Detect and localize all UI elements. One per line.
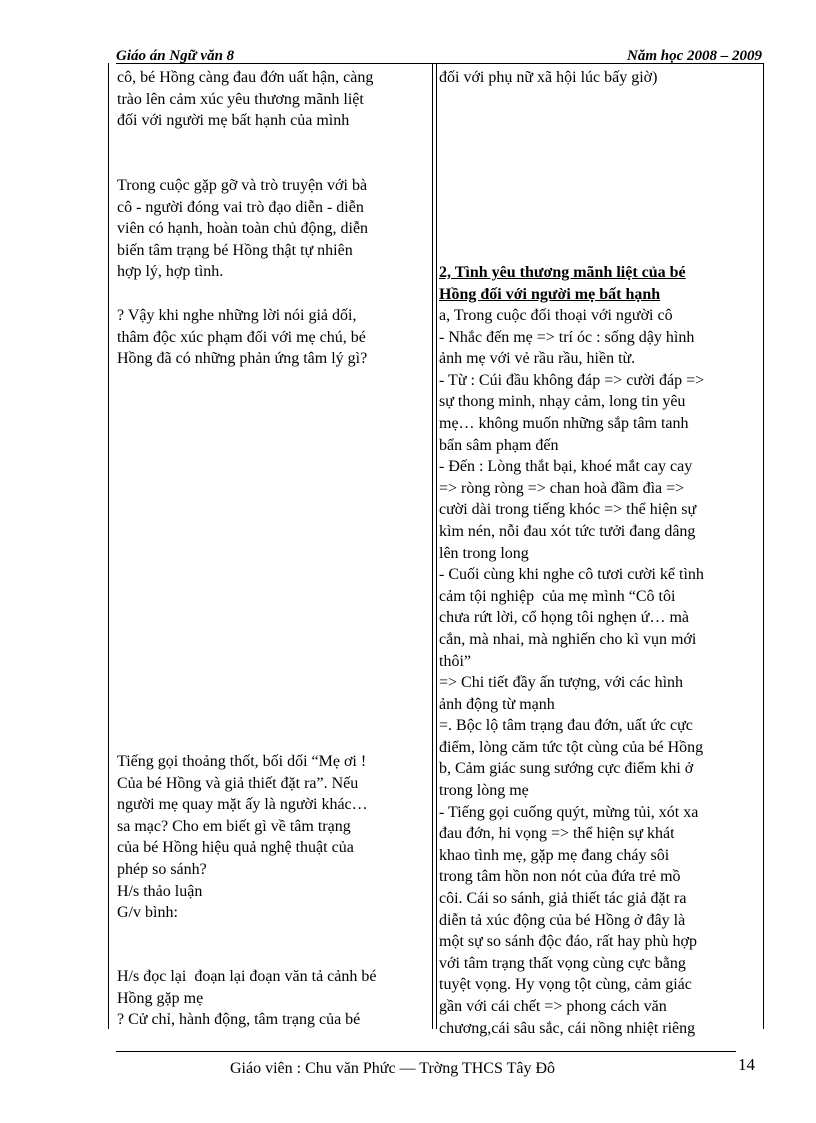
section-heading: 2, Tình yêu thương mãnh liệt của bé Hồng đối với người mẹ bất hạnh <box>439 264 686 303</box>
footer-teacher: Giáo viên : Chu văn Phức — Trờng THCS Tây Đô <box>230 1060 555 1077</box>
section-body: a, Trong cuộc đối thoại với người cô - Nhắc đến mẹ => trí óc : sống dậy hình ảnh mẹ với vẻ rầu rầu, hiền từ. - Từ : Cúi đầu không đáp => cười đáp => sự thong minh, nhạy cảm, long tin yêu mẹ… không muốn những sắp tâm tanh bẩn sâm phạm đến - Đến : Lòng thắt bại, khoé mắt cay cay => ròng ròng => chan hoà đầm đìa => cười dài trong tiếng khóc => thể hiện sự kìm nén, nỗi đau xót tức tưởi đang dâng lên trong long - Cuối cùng khi nghe cô tươi cười kể tình cảm tội nghiệp của mẹ mình “Cô tôi chưa rứt lời, cổ họng tôi nghẹn ứ… mà cắn, mà nhai, mà nghiến cho kì vụn mới thôi” => Chi tiết đầy ấn tượng, với các hình ảnh động từ mạnh =. Bộc lộ tâm trạng đau đớn, uất ức cực điểm, lòng căm tức tột cùng của bé Hồng b, Cảm giác sung sướng cực điểm khi ở trong lòng mẹ - Tiếng gọi cuống quýt, mừng tủi, xót xa đau đớn, hi vọng => thể hiện sự khát khao tình mẹ, gặp mẹ đang cháy sôi trong tâm hồn non nót của đứa trẻ mồ côi. Cái so sánh, giả thiết tác giả đặt ra diễn tả xúc động của bé Hồng ở đây là một sự so sánh độc đáo, rất hay phù hợp với tâm trạng thất vọng cùng cực bằng tuyệt vọng. Hy vọng tột cùng, cảm giác gần với cái chết => phong cách văn chương,cái sâu sắc, cái nồng nhiệt riêng <box>439 307 705 1037</box>
left-block-5: H/s đọc lại đoạn lại đoạn văn tả cảnh bé Hồng gặp mẹ ? Cử chỉ, hành động, tâm trạng của bé <box>117 968 377 1029</box>
table-divider-a <box>432 63 433 1029</box>
left-block-2: Trong cuộc gặp gỡ và trò truyện với bà cô - người đóng vai trò đạo diễn - diễn viên có hạnh, hoàn toàn chủ động, diễn biến tâm trạng bé Hồng thật tự nhiên hợp lý, hợp tình. <box>117 177 369 281</box>
footer-rule <box>116 1051 736 1052</box>
page-number: 14 <box>738 1055 755 1074</box>
left-block-4: Tiếng gọi thoảng thốt, bối dối “Mẹ ơi ! Của bé Hồng và giả thiết đặt ra”. Nếu người mẹ quay mặt ấy là người khác… sa mạc? Cho em biết gì về tâm trạng của bé Hồng hiệu quả nghệ thuật của phép so sánh? H/s thảo luận G/v bình: <box>117 753 368 922</box>
table-border-right <box>763 63 764 1029</box>
lesson-table <box>108 63 764 1037</box>
right-top-text: đối với phụ nữ xã hội lúc bấy giờ) <box>439 69 658 86</box>
table-divider-b <box>436 63 437 1029</box>
header-subject: Giáo án Ngữ văn 8 <box>116 48 235 64</box>
table-border-left <box>108 63 109 1029</box>
left-block-3: ? Vậy khi nghe những lời nói giả dối, thâm độc xúc phạm đối với mẹ chú, bé Hồng đã có những phản ứng tâm lý gì? <box>117 307 368 368</box>
header-school-year: Năm học 2008 – 2009 <box>627 48 762 64</box>
left-block-1: cô, bé Hồng càng đau đớn uất hận, càng trào lên cảm xúc yêu thương mãnh liệt đối với người mẹ bất hạnh của mình <box>117 69 374 130</box>
